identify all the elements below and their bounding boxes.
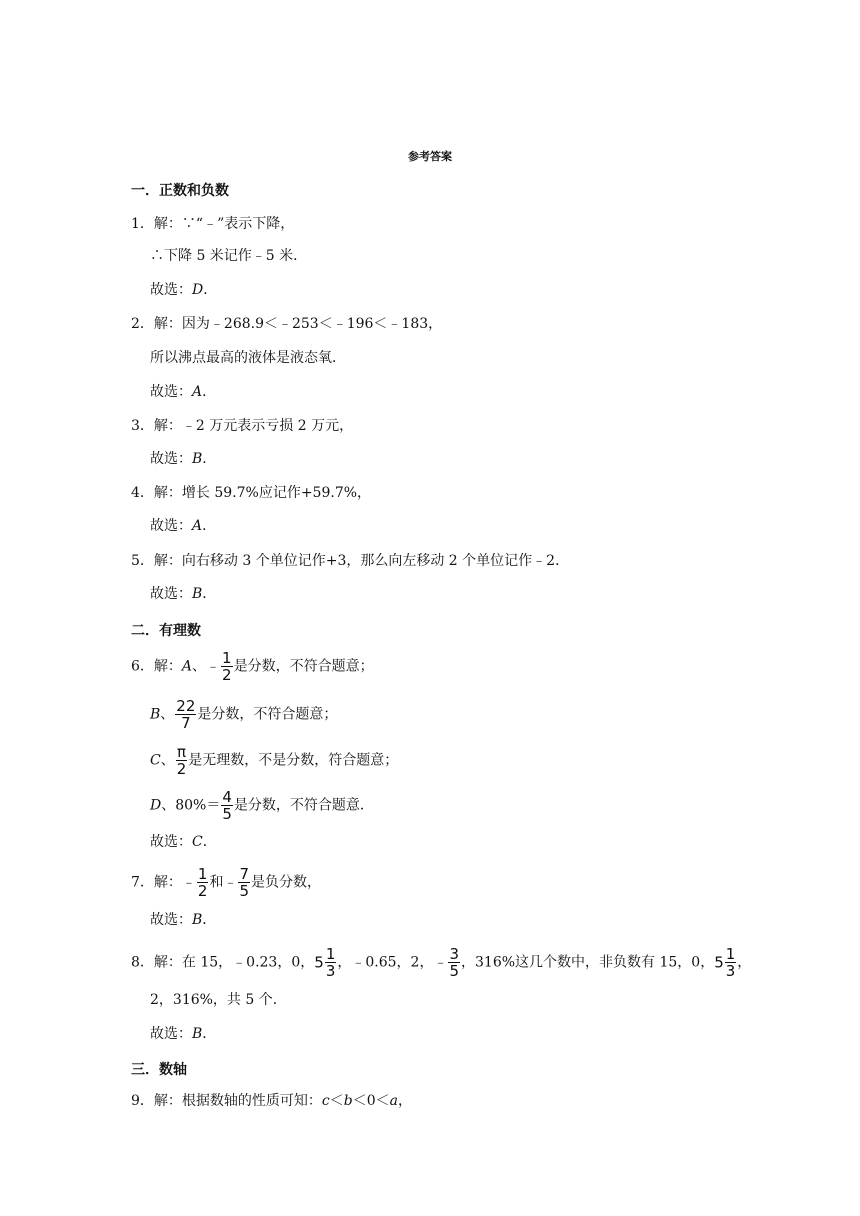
q8-line-1: 8．解：在 15，﹣0.23，0，5 $\frac{1}{3}$ ，﹣0.65，2，﹣ $\frac{3}{5}$ ，316%这几个数中，非负数有 15，0，5 $\frac{1}{3}$ ， bbox=[131, 945, 752, 980]
q2-line-2: 所以沸点最高的液体是液态氧． bbox=[150, 350, 346, 366]
section-heading-3: 三．数轴 bbox=[131, 1062, 187, 1078]
q3-line-1: 3．解：﹣2 万元表示亏损 2 万元， bbox=[131, 418, 354, 434]
q6-option-c: C、 $\frac{\pi}{2}$ 是无理数，不是分数，符合题意； bbox=[150, 743, 399, 778]
q6-option-b: B、 $\frac{22}{7}$ 是分数，不符合题意； bbox=[150, 697, 338, 732]
q5-line-1: 5．解：向右移动 3 个单位记作+3，那么向左移动 2 个单位记作﹣2． bbox=[131, 553, 570, 569]
fraction: $\frac{1}{2}$ bbox=[197, 865, 208, 900]
q2-line-1: 2．解：因为﹣268.9＜﹣253＜﹣196＜﹣183， bbox=[131, 316, 443, 332]
q8-line-2: 2，316%，共 5 个． bbox=[150, 992, 287, 1008]
section-heading-2: 二．有理数 bbox=[131, 623, 201, 639]
fraction: $\frac{22}{7}$ bbox=[176, 697, 196, 732]
q6-answer: 故选：C． bbox=[150, 834, 217, 850]
q6-option-a: 6．解：A、﹣ $\frac{1}{2}$ 是分数，不符合题意； bbox=[131, 649, 374, 684]
q1-answer: 故选：D． bbox=[150, 282, 218, 298]
fraction: $\frac{3}{5}$ bbox=[449, 945, 459, 980]
q1-line-2: ∴下降 5 米记作﹣5 米． bbox=[150, 248, 308, 264]
section-heading-1: 一．正数和负数 bbox=[131, 183, 229, 199]
fraction: $\frac{\pi}{2}$ bbox=[176, 743, 187, 778]
fraction: $\frac{1}{2}$ bbox=[222, 649, 232, 684]
q1-line-1: 1．解：∵“﹣”表示下降， bbox=[131, 216, 295, 232]
q9-line-1: 9．解：根据数轴的性质可知：c＜b＜0＜a， bbox=[131, 1093, 413, 1109]
q3-answer: 故选：B． bbox=[150, 451, 217, 467]
q4-answer: 故选：A． bbox=[150, 518, 217, 534]
q5-answer: 故选：B． bbox=[150, 586, 217, 602]
q8-answer: 故选：B． bbox=[150, 1026, 217, 1042]
fraction: $\frac{4}{5}$ bbox=[222, 788, 232, 823]
fraction: $\frac{7}{5}$ bbox=[239, 865, 250, 900]
q7-line-1: 7．解：﹣ $\frac{1}{2}$ 和﹣ $\frac{7}{5}$ 是负分数， bbox=[131, 865, 322, 900]
page-title: 参考答案 bbox=[408, 150, 452, 163]
q2-answer: 故选：A． bbox=[150, 384, 217, 400]
q4-line-1: 4．解：增长 59.7%应记作+59.7%， bbox=[131, 485, 372, 501]
q7-answer: 故选：B． bbox=[150, 912, 217, 928]
fraction: $\frac{1}{3}$ bbox=[725, 945, 736, 980]
q6-option-d: D、80%＝ $\frac{4}{5}$ 是分数，不符合题意． bbox=[150, 788, 374, 823]
fraction: $\frac{1}{3}$ bbox=[325, 945, 336, 980]
